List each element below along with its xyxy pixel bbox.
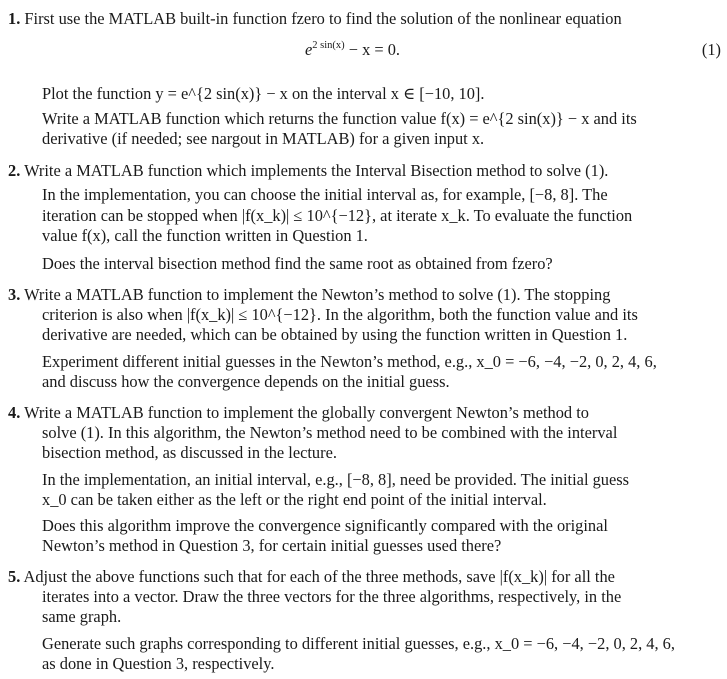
question-4-line-1 [8,403,589,423]
equation-1 [305,40,400,60]
question-2-line-5: Does the interval bisection method find the same root as obtained from fzero? [42,254,553,273]
question-5-line-1 [8,567,615,587]
question-1-para2-line-2: Write a MATLAB function which returns the function value f(x) = e^{2 sin(x)} − x and its [42,109,637,128]
question-4-line-4: In the implementation, an initial interval, e.g., [−8, 8], need be provided. The initial guess [42,470,630,489]
question-5-line-2: iterates into a vector. Draw the three vectors for the three algorithms, respectively, in the [42,587,622,606]
question-2-line-2: In the implementation, you can choose the initial interval as, for example, [−8, 8]. The [42,185,608,204]
question-2-text: Write a MATLAB function which implements the Interval Bisection method to solve (1). [24,161,609,180]
question-2-line-4: value f(x), call the function written in Question 1. [42,226,368,245]
question-3-number: 3. [8,285,21,304]
question-3-line-4: Experiment different initial guesses in the Newton’s method, e.g., x_0 = −6, −4, −2, 0, 2, 4, 6, [42,352,657,371]
question-3-line-1 [8,285,610,305]
question-5-line-5: as done in Question 3, respectively. [42,654,275,673]
question-4-text: Write a MATLAB function to implement the globally convergent Newton’s method to [24,403,589,422]
question-3-text: Write a MATLAB function to implement the Newton’s method to solve (1). The stopping [24,285,611,304]
question-2-line-3: iteration can be stopped when |f(x_k)| ≤ 10^{−12}, at iterate x_k. To evaluate the function [42,206,633,225]
question-3-line-3: derivative are needed, which can be obtained by using the function written in Question 1. [42,325,628,344]
question-1-text: First use the MATLAB built-in function fzero to find the solution of the nonlinear equation [24,9,622,28]
question-1-line-1 [8,9,622,29]
question-5-text: Adjust the above functions such that for each of the three methods, save |f(x_k)| for all the [23,567,615,586]
question-4-number: 4. [8,403,21,422]
equation-exponent: 2 sin(x) [312,40,345,51]
question-2-number: 2. [8,161,21,180]
question-5-number: 5. [8,567,21,586]
question-1-number: 1. [8,9,21,28]
question-4-line-7: Newton’s method in Question 3, for certain initial guesses used there? [42,536,502,555]
question-4-line-3: bisection method, as discussed in the lecture. [42,443,337,462]
question-2-line-1 [8,161,608,181]
equation-base: e [305,40,313,59]
question-4-line-6: Does this algorithm improve the convergence significantly compared with the original [42,516,608,535]
question-5-line-4: Generate such graphs corresponding to different initial guesses, e.g., x_0 = −6, −4, −2, 0, 2, 4, 6, [42,634,675,653]
question-4-line-5: x_0 can be taken either as the left or the right end point of the initial interval. [42,490,547,509]
equation-number: (1) [701,40,721,59]
equation-rest: − x = 0. [348,40,401,59]
question-4-line-2: solve (1). In this algorithm, the Newton’s method need to be combined with the interval [42,423,618,442]
question-1-para2-line-3: derivative (if needed; see nargout in MATLAB) for a given input x. [42,129,485,148]
question-3-line-5: and discuss how the convergence depends on the initial guess. [42,372,450,391]
question-5-line-3: same graph. [42,607,122,626]
question-3-line-2: criterion is also when |f(x_k)| ≤ 10^{−12}. In the algorithm, both the function value and its [42,305,638,324]
question-1-para2-line-1: Plot the function y = e^{2 sin(x)} − x on the interval x ∈ [−10, 10]. [42,84,485,103]
